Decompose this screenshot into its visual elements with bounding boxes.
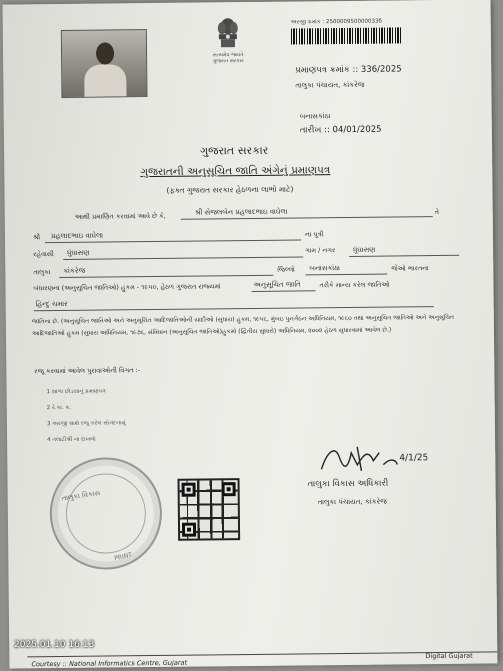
signature-date: 4/1/25 — [399, 453, 428, 464]
seal-print: PRINT — [113, 551, 133, 563]
certificate-page — [3, 0, 498, 669]
holder-name: શ્રી સેજલબેન પ્રહલાદભાઇ વાઘેલા — [194, 207, 288, 217]
officer-office: તાલુકા પંચાયત, કાંકરેજ — [317, 497, 387, 507]
category-underline — [252, 290, 316, 292]
document-item: 4 તલાટીશ્રી ના દાખલો — [47, 436, 96, 444]
emblem-government: ગુજરાત સરકાર — [212, 58, 244, 65]
footer-digital-gujarat: Digital Gujarat — [425, 651, 473, 661]
officer-signature — [317, 440, 427, 481]
document-item: 2 રે.કા. ક્ર. — [46, 404, 71, 412]
caste-name: હિન્દુ ચમાર — [35, 299, 68, 309]
legal-paragraph: જાતિના છે. (અનુસૂચિત જાતિઓ અને અનુસૂચિત આદિજાતિઓની યાદીઓ (સુધારા) હુકમ, ૧૯૫૬, મુંબઇ પુનર્ગઠન અધિનિયમ, ૧૯૬૦ તથા અનુસૂચિત જાતિઓ અને અનુસૂચિત આદિજાતિઓ હુકમ (સુધારા અધિનિયમ, ૧૯૭૬, સંવિધાન (અનુસૂચિત જાતિઓ)હુકમો (દ્વિતીય સુધારો) અધિનિયમ, ૨૦૦૨ હેઠળ સુધારવામાં આવેલ છે.) — [31, 313, 455, 338]
holder-suffix: તે — [434, 208, 440, 217]
caste-underline — [34, 306, 434, 311]
certificate-title: ગુજરાતની અનુસૂચિત જાતિ અંગેનું પ્રમાણપત્ર — [140, 164, 331, 179]
order-suffix: તરીકે માન્ય કરેલ જાતિઓ — [319, 280, 390, 290]
photo-timestamp: 2025.01.10 16:13 — [14, 640, 95, 650]
application-number: અરજી ક્રમાંક : 250000950000033б — [290, 18, 382, 26]
issuing-office: તાલુકા પંચાયત, કાંકરેજ — [295, 80, 365, 90]
certificate-subtitle: (ફક્ત ગુજરાત સરકાર હેઠળના લાભો માટે) — [166, 184, 294, 195]
qr-code — [178, 478, 241, 541]
issuing-district: બનાસકાંઠા — [299, 112, 331, 121]
state-emblem — [203, 16, 254, 77]
relation: ના પુત્રી — [304, 230, 324, 239]
documents-list — [47, 383, 126, 448]
resident-underline — [63, 256, 303, 260]
order-prefix: બંધારણના (અનુસૂચિત જાતિઓ) હુકમ - ૧૯૫૦, હેઠળ ગુજરાત રાજ્યમાં — [33, 282, 221, 293]
documents-heading: રજૂ કરવામાં આવેલ પુરાવાઓની વિગત :- — [34, 366, 141, 376]
applicant-photo — [61, 29, 148, 98]
officer-designation: તાલુકા વિકાસ અધિકારી — [307, 478, 389, 490]
government-title: ગુજરાત સરકાર — [200, 143, 269, 158]
official-seal — [49, 457, 162, 570]
village-underline — [349, 255, 459, 257]
certificate-number: પ્રમાણપત્ર ક્રમાંક :: 336/2025 — [295, 64, 402, 76]
village-label: ગામ / નગર — [305, 246, 336, 255]
parent-prefix: શ્રી — [32, 233, 41, 242]
signature-scribble-icon — [317, 440, 427, 477]
certify-prefix: આથી પ્રમાણિત કરવામાં આવે છે કે, — [74, 211, 166, 221]
footer-courtesy: Courtesy :: National Informatics Centre, Gujarat — [31, 658, 188, 669]
issue-date: તારીખ :: 04/01/2025 — [299, 124, 382, 136]
document-item: 3 અરજી સાથે રજૂ કરેલ સોગંદનામું — [46, 420, 126, 428]
barcode — [291, 27, 403, 44]
seal-text: તાલુકા વિકાસ — [61, 488, 101, 503]
emblem-motto: સત્યમેવ જયતે — [212, 52, 244, 59]
state-suffix: જેઓ ભારતના — [391, 264, 429, 273]
taluka-label: તાલુકા — [33, 268, 51, 277]
resident-label: રહેવાસી — [33, 250, 54, 259]
district-underline — [305, 274, 387, 276]
district-label: જિલ્લો — [277, 265, 295, 274]
village-value: ધુંઘાસણ — [353, 245, 376, 254]
category: અનુસૂચિત જાતિ — [253, 280, 301, 289]
barcode-block — [291, 18, 403, 44]
taluka-value: કાંકરેજ — [63, 266, 86, 275]
resident-value: ધુંઘાસણ — [67, 248, 90, 257]
district-value: બનાસકાંઠા — [309, 264, 341, 273]
document-item: 1 શાળા છોડયાનું પ્રમાણપત્ર — [46, 388, 106, 396]
parent-name: પ્રહલાદભાઇ વાઘેલા — [50, 231, 104, 241]
taluka-underline — [59, 275, 273, 278]
lion-capital-icon — [215, 16, 241, 52]
